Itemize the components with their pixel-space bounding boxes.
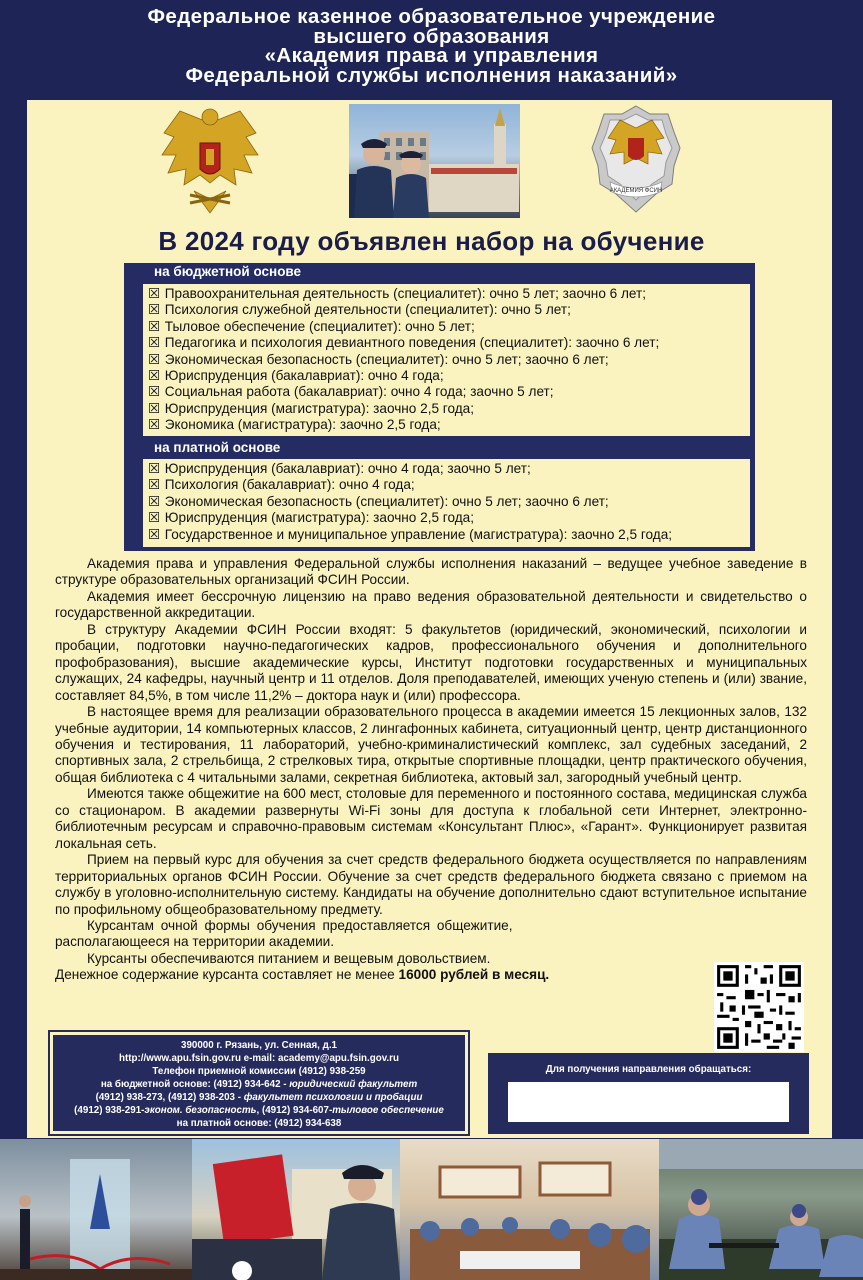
paragraph: Курсанты обеспечиваются питанием и вещевым довольствием. <box>87 950 491 966</box>
admission-headline: В 2024 году объявлен набор на обучение <box>158 226 705 256</box>
referral-box <box>488 1053 809 1134</box>
list-item: ☒ Психология (бакалавриат): очно 4 года; <box>148 477 415 493</box>
allowance-amount: 16000 рублей в месяц. <box>398 967 550 983</box>
academy-description <box>55 556 807 984</box>
emblem-ribbon-text: АКАДЕМИЯ ФСИН <box>609 188 663 194</box>
list-item: ☒ Экономическая безопасность (специалитет): очно 5 лет; заочно 6 лет; <box>148 493 609 509</box>
paragraph: располагающееся на территории академии. <box>55 934 335 950</box>
paragraph: Курсантам очной формы обучения предоставляется общежитие, <box>87 917 513 933</box>
academy-building-photo <box>349 104 520 218</box>
list-item: ☒ Государственное и муниципальное управление (магистратура): заочно 2,5 года; <box>148 526 673 542</box>
list-item: ☒ Юриспруденция (магистратура): заочно 2,5 года; <box>148 510 474 526</box>
list-item: ☒ Тыловое обеспечение (специалитет): очно 5 лет; <box>148 318 475 334</box>
checkbox-icon: ☒ <box>148 461 161 476</box>
header-line-1: Федеральное казенное образовательное учреждение <box>147 5 716 28</box>
commission-phone: Телефон приемной комиссии (4912) 938-259 <box>152 1066 366 1077</box>
list-item: ☒ Экономическая безопасность (специалитет): очно 5 лет; заочно 6 лет; <box>148 351 609 367</box>
paragraph: В настоящее время для реализации образовательного процесса в академии имеется 15 лекционных залов, 132 учебные аудитории, 14 компьютерных классов, 2 лингафонных кабинета, ситуационный центр, центр дистанционного обучения и тестирования, 11 лабораторий, учебно-криминалистический комплекс, зал судебных заседаний, 2 спортивных зала, 2 стрельбища, 2 стрелковых тира, открытые спортивные площадки, центр практического обучения, общая библиотека с 4 читальными залами, секретная библиотека, актовый зал, загородный учебный центр. <box>55 704 807 785</box>
checkbox-icon: ☒ <box>148 526 161 542</box>
checkbox-icon: ☒ <box>148 493 161 509</box>
academy-badge-emblem-icon <box>590 104 682 218</box>
paragraph: Академия имеет бессрочную лицензию на право ведения образовательной деятельности и свидетельство о государственной аккредитации. <box>55 588 807 621</box>
address-text: 390000 г. Рязань, ул. Сенная, д.1 <box>181 1040 337 1051</box>
checkbox-icon: ☒ <box>148 510 161 526</box>
economics-phone-line: (4912) 938-291-эконом. безопасность, (4912) 934-607-тыловое обеспечение <box>74 1105 444 1116</box>
checkbox-icon: ☒ <box>148 400 161 416</box>
budget-programs-list <box>143 284 750 436</box>
budget-caption: на бюджетной основе <box>154 264 302 279</box>
budget-phone-line: на бюджетной основе: (4912) 934-642 - юридический факультет <box>100 1079 418 1090</box>
list-item: ☒ Педагогика и психология девиантного поведения (специалитет): заочно 6 лет; <box>148 335 660 351</box>
referral-label: Для получения направления обращаться: <box>545 1064 752 1075</box>
header-line-4: Федеральной службы исполнения наказаний» <box>185 63 678 87</box>
list-item: ☒ Юриспруденция (магистратура): заочно 2,5 года; <box>148 400 474 416</box>
shooting-range-photo <box>659 1139 863 1280</box>
list-item: ☒ Социальная работа (бакалавриат): очно 4 года; заочно 5 лет; <box>148 384 554 400</box>
paragraph: Прием на первый курс для обучения за счет средств федерального бюджета осуществляется по направлениям территориальных органов ФСИН России. Обучение за счет средств федерального бюджета связано с приемом на службу в уголовно-исполнительную систему. Кандидаты на обучение дополнительно сдают вступительное испытание по профильному общеобразовательному предмету. <box>55 852 807 917</box>
paragraph: Академия права и управления Федеральной службы исполнения наказаний – ведущее учебное заведение в структуре образовательных организаций ФСИН России. <box>55 556 807 588</box>
paid-phone-line: на платной основе: (4912) 934-638 <box>176 1118 342 1129</box>
fsin-eagle-emblem-icon <box>160 103 260 221</box>
checkbox-icon: ☒ <box>148 477 161 493</box>
museum-photo <box>0 1139 192 1280</box>
checkbox-icon: ☒ <box>148 286 161 301</box>
paragraph: Имеются также общежитие на 600 мест, столовые для переменного и постоянного состава, медицинская служба со стационаром. В академии развернуты Wi-Fi зоны для доступа к глобальной сети Интернет, электронно-библиотечным ресурсам и справочно-правовым системам «Консультант Плюс», «Гарант». Функционирует развитая локальная сеть. <box>55 786 807 851</box>
checkbox-icon: ☒ <box>148 302 161 318</box>
checkbox-icon: ☒ <box>148 417 161 433</box>
paid-programs-list <box>143 459 750 547</box>
checkbox-icon: ☒ <box>148 335 161 351</box>
checkbox-icon: ☒ <box>148 318 161 334</box>
website-email-link[interactable]: http://www.apu.fsin.gov.ru e-mail: academy@apu.fsin.gov.ru <box>119 1053 399 1064</box>
paragraph: Денежное содержание курсанта составляет не менее 16000 рублей в месяц. <box>55 967 550 983</box>
paragraph: В структуру Академии ФСИН России входят: 5 факультетов (юридический, экономический, психологии и пробации, подготовки научно-педагогических кадров, профессионального обучения и дополнительного профобразования), высшие академические курсы, Институт подготовки государственных и муниципальных служащих, 24 кафедры, научный центр и 11 отделов. Доля преподавателей, имеющих ученую степень и (или) звание, составляет 84,5%, в том числе 11,2% – доктора наук и (или) профессора. <box>55 621 807 703</box>
oath-ceremony-photo <box>192 1139 400 1280</box>
psychology-phone-line: (4912) 938-273, (4912) 938-203 - факультет психологии и пробации <box>95 1092 423 1103</box>
checkbox-icon: ☒ <box>148 367 161 383</box>
header-line-3: «Академия права и управления <box>264 44 599 67</box>
list-item: ☒ Правоохранительная деятельность (специалитет): очно 5 лет; заочно 6 лет; <box>148 286 647 301</box>
list-item: ☒ Юриспруденция (бакалавриат): очно 4 года; заочно 5 лет; <box>148 461 531 476</box>
qr-code-icon[interactable] <box>714 962 804 1052</box>
referral-blank-field[interactable] <box>508 1082 789 1122</box>
classroom-photo <box>400 1139 659 1280</box>
list-item: ☒ Юриспруденция (бакалавриат): очно 4 года; <box>148 367 444 383</box>
budget-programs-box <box>124 263 755 440</box>
page-header <box>0 0 863 100</box>
list-item: ☒ Экономика (магистратура): заочно 2,5 года; <box>148 417 441 433</box>
checkbox-icon: ☒ <box>148 351 161 367</box>
list-item: ☒ Психология служебной деятельности (специалитет): очно 5 лет; <box>148 302 571 318</box>
header-line-2: высшего образования <box>313 24 550 48</box>
paid-programs-box <box>124 438 755 551</box>
paid-caption: на платной основе <box>154 440 281 455</box>
checkbox-icon: ☒ <box>148 384 161 400</box>
contact-info-box <box>50 1032 468 1134</box>
